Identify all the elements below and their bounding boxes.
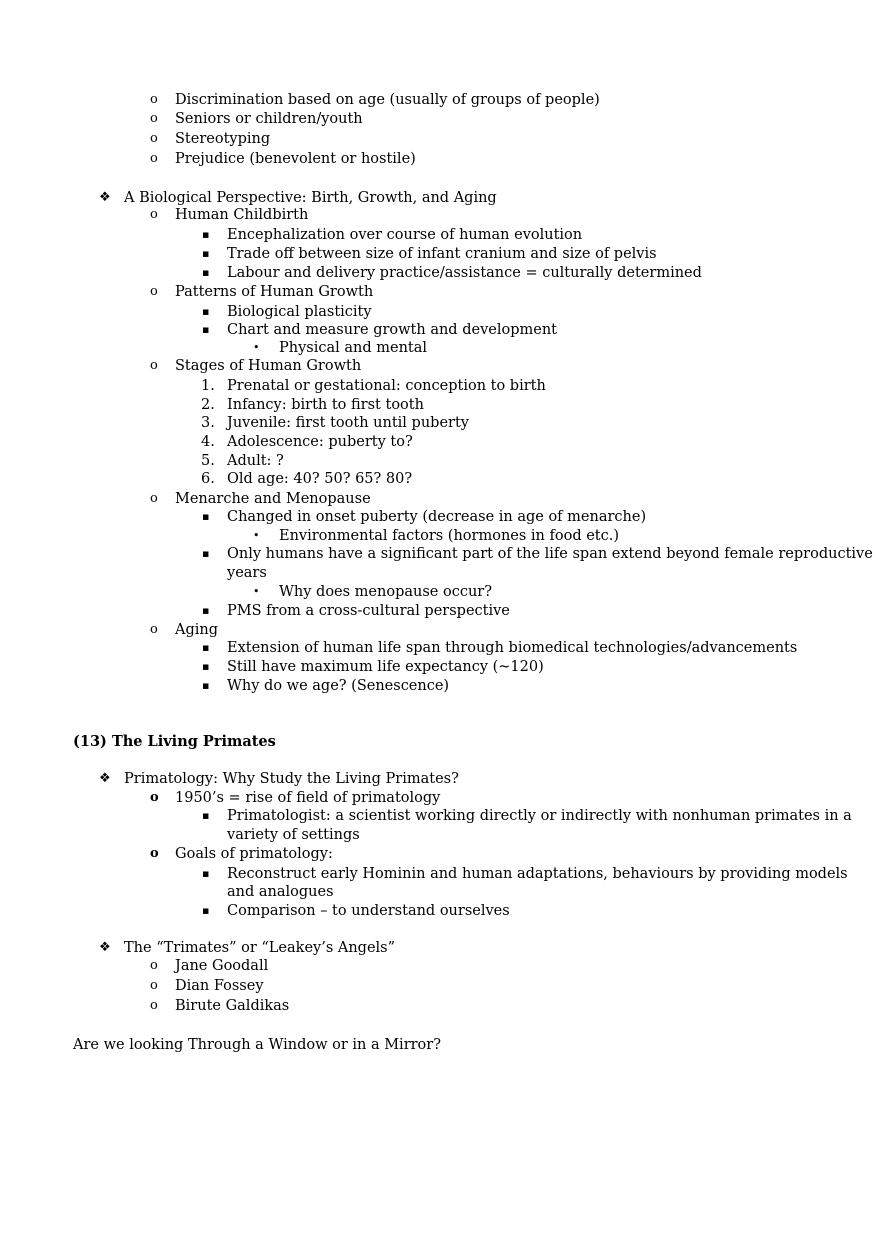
square-bullet-icon: ▪ xyxy=(202,510,210,523)
list-item-text: Prejudice (benevolent or hostile) xyxy=(175,151,416,167)
diamond-bullet-icon: ❖ xyxy=(99,771,111,786)
list-item-text: Changed in onset puberty (decrease in age of menarche) xyxy=(227,509,647,525)
list-item-text: years xyxy=(227,565,267,581)
diamond-bullet-icon: ❖ xyxy=(99,190,111,205)
item-number: 6. xyxy=(201,471,215,487)
circle-bullet-icon: o xyxy=(150,846,159,861)
circle-bullet-icon: o xyxy=(150,131,158,146)
circle-bullet-icon: o xyxy=(150,491,158,506)
list-item-text: Jane Goodall xyxy=(175,958,269,974)
list-item-text: Adult: ? xyxy=(227,453,284,469)
item-number: 5. xyxy=(201,453,215,469)
list-item-text: Trade off between size of infant cranium and size of pelvis xyxy=(227,246,657,262)
circle-bullet-icon: o xyxy=(150,111,158,126)
dot-bullet-icon: • xyxy=(253,529,260,542)
list-item-text: Environmental factors (hormones in food etc.) xyxy=(279,528,620,544)
list-item-text: Extension of human life span through biomedical technologies/advancements xyxy=(227,640,798,656)
list-item-text: Only humans have a significant part of the life span extend beyond female reproductive xyxy=(227,546,873,562)
circle-bullet-icon: o xyxy=(150,284,158,299)
list-item-text: Adolescence: puberty to? xyxy=(227,434,413,450)
list-item-text: 1950’s = rise of field of primatology xyxy=(175,790,441,806)
list-item-text: Still have maximum life expectancy (~120) xyxy=(227,659,544,675)
section-heading: (13) The Living Primates xyxy=(73,733,276,750)
square-bullet-icon: ▪ xyxy=(202,679,210,692)
list-item-text: Stereotyping xyxy=(175,131,271,147)
square-bullet-icon: ▪ xyxy=(202,867,210,880)
list-item-text: Discrimination based on age (usually of groups of people) xyxy=(175,92,600,108)
square-bullet-icon: ▪ xyxy=(202,305,210,318)
list-item-text: Patterns of Human Growth xyxy=(175,284,374,300)
square-bullet-icon: ▪ xyxy=(202,247,210,260)
list-item-text: Why do we age? (Senescence) xyxy=(227,678,450,694)
circle-bullet-icon: o xyxy=(150,358,158,373)
list-item-text: and analogues xyxy=(227,884,334,900)
section-bullet-text: A Biological Perspective: Birth, Growth, and Aging xyxy=(124,190,497,206)
item-number: 3. xyxy=(201,415,215,431)
item-number: 4. xyxy=(201,434,215,450)
circle-bullet-icon: o xyxy=(150,790,159,805)
circle-bullet-icon: o xyxy=(150,958,158,973)
item-number: 2. xyxy=(201,397,215,413)
closing-question: Are we looking Through a Window or in a Mirror? xyxy=(73,1037,441,1053)
circle-bullet-icon: o xyxy=(150,92,158,107)
list-item-text: Encephalization over course of human evolution xyxy=(227,227,583,243)
square-bullet-icon: ▪ xyxy=(202,641,210,654)
list-item-text: Primatologist: a scientist working directly or indirectly with nonhuman primates in a xyxy=(227,808,852,824)
list-item-text: Infancy: birth to first tooth xyxy=(227,397,424,413)
list-item-text: Biological plasticity xyxy=(227,304,372,320)
list-item-text: Why does menopause occur? xyxy=(279,584,492,600)
dot-bullet-icon: • xyxy=(253,341,260,354)
circle-bullet-icon: o xyxy=(150,978,158,993)
square-bullet-icon: ▪ xyxy=(202,809,210,822)
list-item-text: Labour and delivery practice/assistance = culturally determined xyxy=(227,265,702,281)
diamond-bullet-icon: ❖ xyxy=(99,940,111,955)
circle-bullet-icon: o xyxy=(150,998,158,1013)
list-item-text: Chart and measure growth and development xyxy=(227,322,557,338)
square-bullet-icon: ▪ xyxy=(202,228,210,241)
list-item-text: Menarche and Menopause xyxy=(175,491,371,507)
square-bullet-icon: ▪ xyxy=(202,660,210,673)
list-item-text: Reconstruct early Hominin and human adaptations, behaviours by providing models xyxy=(227,866,848,882)
list-item-text: Physical and mental xyxy=(279,340,428,356)
section-bullet-text: Primatology: Why Study the Living Primates? xyxy=(124,771,459,787)
list-item-text: Comparison – to understand ourselves xyxy=(227,903,510,919)
list-item-text: variety of settings xyxy=(227,827,360,843)
square-bullet-icon: ▪ xyxy=(202,323,210,336)
list-item-text: Stages of Human Growth xyxy=(175,358,362,374)
list-item-text: Human Childbirth xyxy=(175,207,309,223)
dot-bullet-icon: • xyxy=(253,585,260,598)
list-item-text: Old age: 40? 50? 65? 80? xyxy=(227,471,413,487)
square-bullet-icon: ▪ xyxy=(202,266,210,279)
list-item-text: Prenatal or gestational: conception to birth xyxy=(227,378,546,394)
circle-bullet-icon: o xyxy=(150,622,158,637)
circle-bullet-icon: o xyxy=(150,207,158,222)
section-bullet-text: The “Trimates” or “Leakey’s Angels” xyxy=(124,940,396,956)
list-item-text: Birute Galdikas xyxy=(175,998,290,1014)
list-item-text: Seniors or children/youth xyxy=(175,111,363,127)
circle-bullet-icon: o xyxy=(150,151,158,166)
list-item-text: Goals of primatology: xyxy=(175,846,333,862)
square-bullet-icon: ▪ xyxy=(202,547,210,560)
item-number: 1. xyxy=(201,378,215,394)
square-bullet-icon: ▪ xyxy=(202,604,210,617)
list-item-text: Dian Fossey xyxy=(175,978,264,994)
list-item-text: Juvenile: first tooth until puberty xyxy=(227,415,469,431)
list-item-text: Aging xyxy=(175,622,219,638)
square-bullet-icon: ▪ xyxy=(202,904,210,917)
list-item-text: PMS from a cross-cultural perspective xyxy=(227,603,510,619)
